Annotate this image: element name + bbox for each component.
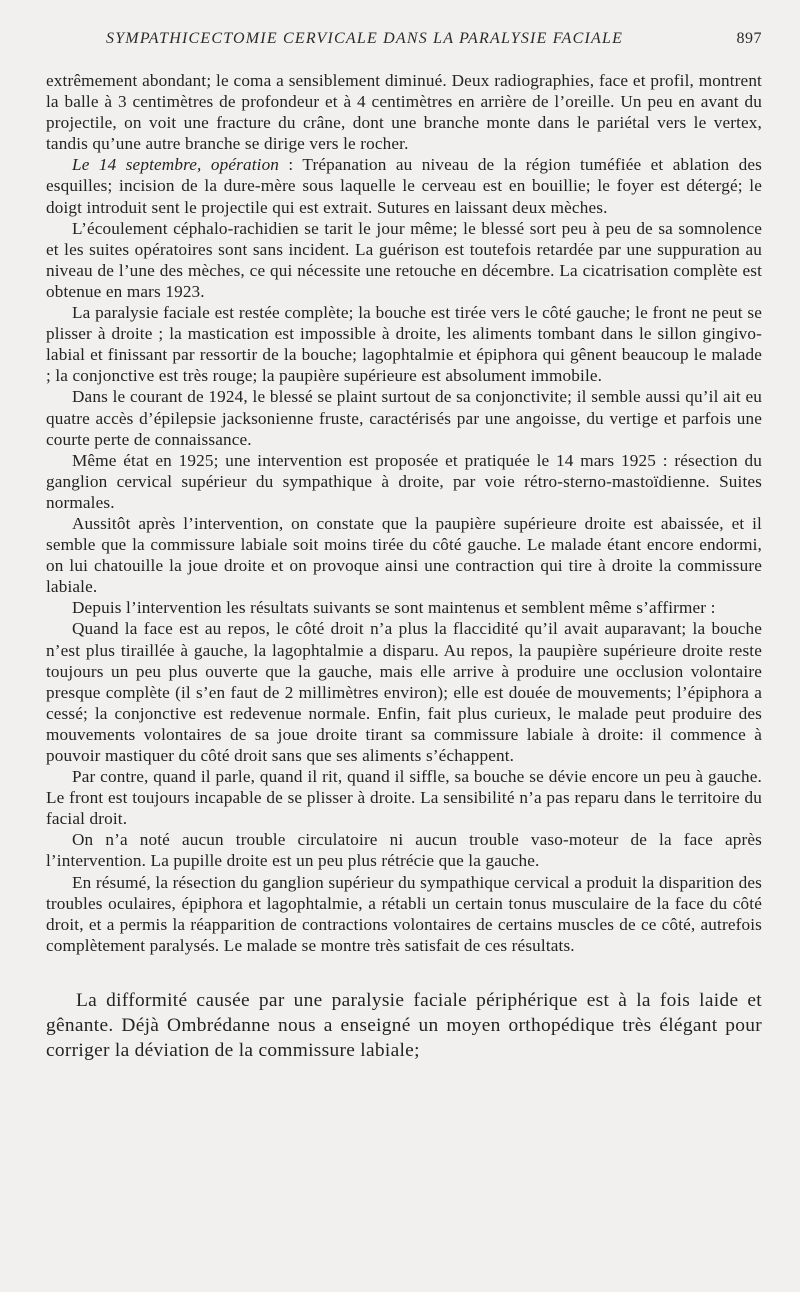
paragraph: Dans le courant de 1924, le blessé se plaint surtout de sa conjonctivite; il semble aussi qu’il ait eu quatre accès d’épilepsie jacksonienne fruste, caractérisés par une angoisse, du vertige et parfois une courte perte de connaissance. [46,387,762,449]
paragraph: Depuis l’intervention les résultats suivants se sont maintenus et semblent même s’affirmer : [72,598,716,618]
paragraph-operation [46,154,762,217]
running-header [46,22,762,50]
paragraph: Aussitôt après l’intervention, on constate que la paupière supérieure droite est abaissée, et il semble que la commissure labiale soit moins tirée du côté gauche. Le malade étant encore endormi, on lui chatouille la joue droite et on provoque ainsi une contraction qui tire à droite la commissure labiale. [46,513,762,597]
paragraph: Quand la face est au repos, le côté droit n’a plus la flaccidité qu’il avait auparavant; la bouche n’est plus tiraillée à gauche, la lagophtalmie a disparu. Au repos, la paupière supérieure droite reste toujours un peu plus ouverte que la gauche, mais elle arrive à produire une occlusion volontaire presque complète (il s’en faut de 2 millimètres environ); elle est douée de mouvements; l’épiphora a cessé; la conjonctive est redevenue normale. Enfin, fait plus curieux, le malade peut produire des mouvements volontaires de sa joue droite tirant sa commissure labiale à droite: il commence à pouvoir mastiquer du côté droit sans que ses aliments s’échappent. [46,619,762,765]
paragraph: La difformité causée par une paralysie faciale périphérique est à la fois laide et gênante. Déjà Ombrédanne nous a enseigné un moyen orthopédique très élégant pour corriger la déviation de la commissure labiale; [46,989,762,1061]
case-report-body [46,70,762,956]
paragraph: La paralysie faciale est restée complète; la bouche est tirée vers le côté gauche; le front ne peut se plisser à droite ; la mastication est impossible à droite, les aliments tombant dans le sillon gingivo-labial et finissant par ressortir de la bouche; lagophtalmie et épiphora qui gênent beaucoup le malade ; la conjonctive est très rouge; la paupière supérieure est absolument immobile. [46,303,762,386]
paragraph: On n’a noté aucun trouble circulatoire ni aucun trouble vaso-moteur de la face après l’intervention. La pupille droite est un peu plus rétrécie que la gauche. [46,830,762,871]
paragraph: Même état en 1925; une intervention est proposée et pratiquée le 14 mars 1925 : résection du ganglion cervical supérieur du sympathique à droite, par voie rétro-sterno-mastoïdienne. Suites normales. [46,450,762,512]
operation-text: : Trépanation au niveau de la région tuméfiée et ablation des esquilles; incision de la dure-mère sous laquelle le cerveau est en bouillie; le foyer est détergé; le doigt introduit sent le projectile qui est extrait. Sutures en laissant deux mèches. [46,155,762,217]
page-number: 897 [736,30,762,47]
paragraph: extrêmement abondant; le coma a sensiblement diminué. Deux radiographies, face et profil, montrent la balle à 3 centimètres de profondeur et à 4 centimètres en arrière de l’oreille. Un peu en avant du projectile, on voit une fracture du crâne, dont une branche monte dans le pariétal vers le vertex, tandis qu’une autre branche se dirige vers le rocher. [46,71,762,154]
paragraph: En résumé, la résection du ganglion supérieur du sympathique cervical a produit la disparition des troubles oculaires, épiphora et lagophtalmie, a rétabli un certain tonus musculaire de la face du côté droit, et a permis la réapparition de contractions volontaires de certains muscles de ce côté, autrefois complètement paralysés. Le malade se montre très satisfait de ces résultats. [46,872,762,955]
paragraph: Par contre, quand il parle, quand il rit, quand il siffle, sa bouche se dévie encore un peu à gauche. Le front est toujours incapable de se plisser à droite. La sensibilité n’a pas reparu dans le territoire du facial droit. [46,767,762,829]
operation-date: Le 14 septembre, opération [72,155,280,175]
paragraph: L’écoulement céphalo-rachidien se tarit le jour même; le blessé sort peu à peu de sa somnolence et les suites opératoires sont sans incident. La guérison est toutefois retardée par une suppuration au niveau de l’une des mèches, ce qui nécessite une retouche en décembre. La cicatrisation complète est obtenue en mars 1923. [46,218,762,301]
running-title: SYMPATHICECTOMIE CERVICALE DANS LA PARALYSIE FACIALE [106,30,624,47]
main-text [46,988,762,1063]
page [46,22,762,1063]
